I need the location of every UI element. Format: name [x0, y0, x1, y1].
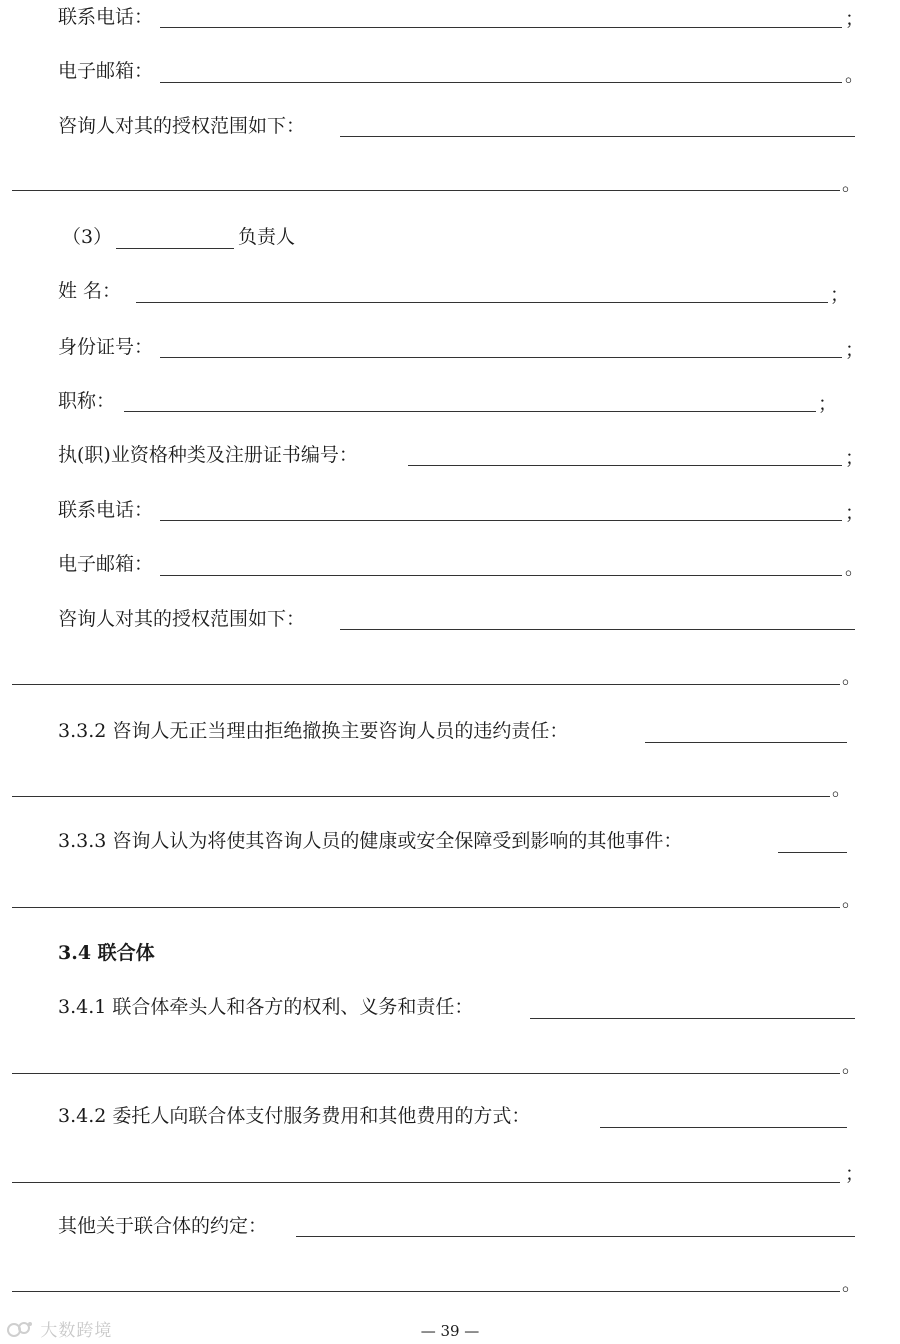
name-field[interactable] [136, 302, 828, 303]
email3-field[interactable] [160, 575, 842, 576]
title-label: 职称： [58, 390, 116, 412]
other-agreement-field-line1[interactable] [296, 1236, 855, 1237]
clause-3-4-2-field-line1[interactable] [600, 1127, 847, 1128]
clause-3-4-1-field-line1[interactable] [530, 1018, 855, 1019]
person3-role-field[interactable] [116, 248, 234, 249]
title-end: ； [818, 393, 838, 415]
section-3-4-heading: 3.4 联合体 [58, 942, 155, 964]
watermark [6, 1316, 112, 1341]
clause-3-4-2-label: 3.4.2 委托人向联合体支付服务费用和其他费用的方式： [58, 1105, 531, 1127]
clause-3-3-2-field-line1[interactable] [645, 742, 847, 743]
scope-end: 。 [842, 173, 862, 195]
scope-label: 咨询人对其的授权范围如下： [58, 115, 306, 137]
name-label: 姓 名： [58, 280, 122, 302]
phone3-field[interactable] [160, 520, 842, 521]
phone-field[interactable] [160, 27, 842, 28]
clause-3-3-2-field-line2[interactable] [12, 796, 830, 797]
scope3-end: 。 [842, 666, 862, 688]
clause-3-3-2-label: 3.3.2 咨询人无正当理由拒绝撤换主要咨询人员的违约责任： [58, 720, 569, 742]
other-agreement-end: 。 [842, 1273, 862, 1295]
clause-3-3-3-field-line1[interactable] [778, 852, 847, 853]
clause-3-3-3-field-line2[interactable] [12, 907, 840, 908]
page-number: — 39 — [420, 1322, 480, 1340]
id-end: ； [845, 339, 865, 361]
email3-label: 电子邮箱： [58, 553, 154, 575]
cert-end: ； [845, 447, 865, 469]
scope3-field-line2[interactable] [12, 684, 840, 685]
clause-3-3-3-label: 3.3.3 咨询人认为将使其咨询人员的健康或安全保障受到影响的其他事件： [58, 830, 683, 852]
brand-logo-icon [6, 1319, 34, 1339]
email-end: 。 [845, 64, 865, 86]
other-agreement-label: 其他关于联合体的约定： [58, 1215, 268, 1237]
clause-3-4-1-label: 3.4.1 联合体牵头人和各方的权利、义务和责任： [58, 996, 474, 1018]
person3-heading-suffix: 负责人 [238, 226, 296, 248]
scope3-label: 咨询人对其的授权范围如下： [58, 608, 306, 630]
cert-field[interactable] [408, 465, 842, 466]
id-label: 身份证号： [58, 336, 154, 358]
scope-field-line2[interactable] [12, 190, 840, 191]
phone3-label: 联系电话： [58, 499, 154, 521]
watermark-text: 大数跨境 [40, 1321, 113, 1341]
phone3-end: ； [845, 502, 865, 524]
clause-3-4-1-end: 。 [842, 1055, 862, 1077]
email3-end: 。 [845, 557, 865, 579]
clause-3-3-2-end: 。 [832, 778, 852, 800]
person3-number: （3） [62, 226, 113, 248]
clause-3-4-1-field-line2[interactable] [12, 1073, 840, 1074]
title-field[interactable] [124, 411, 816, 412]
clause-3-4-2-end: ； [845, 1163, 865, 1185]
clause-3-4-2-field-line2[interactable] [12, 1182, 840, 1183]
scope-field-line1[interactable] [340, 136, 855, 137]
phone-label: 联系电话： [58, 6, 154, 28]
phone-end: ； [845, 8, 865, 30]
scope3-field-line1[interactable] [340, 629, 855, 630]
id-field[interactable] [160, 357, 842, 358]
other-agreement-field-line2[interactable] [12, 1291, 840, 1292]
name-end: ； [830, 284, 850, 306]
clause-3-3-3-end: 。 [842, 889, 862, 911]
email-label: 电子邮箱： [58, 60, 154, 82]
cert-label: 执(职)业资格种类及注册证书编号： [58, 444, 358, 466]
email-field[interactable] [160, 82, 842, 83]
